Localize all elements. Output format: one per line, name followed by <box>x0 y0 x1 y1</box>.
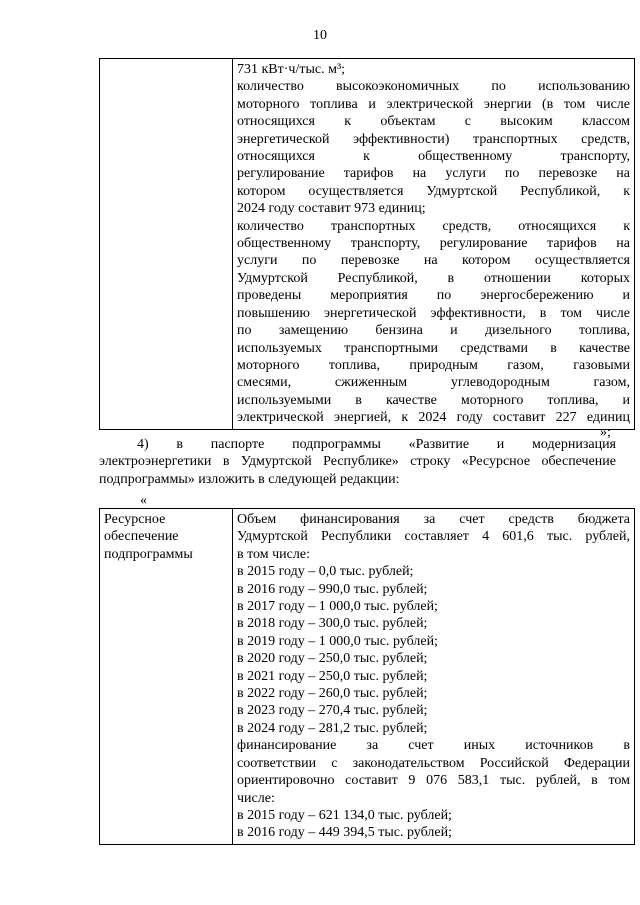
paragraph-line: подпрограммы» изложить в следующей редакции: <box>99 471 400 487</box>
indicator-line: электрической энергией, к 2024 году составит 227 единиц <box>237 410 630 426</box>
indicator-line: повышению энергетической эффективности, в том числе <box>237 305 630 321</box>
row-heading-line: обеспечение <box>104 529 179 545</box>
indicator-line: по замещению бензина и дизельного топлива, <box>237 323 630 339</box>
table-cell-left-empty <box>100 59 233 430</box>
indicator-line: относящихся к общественному транспорту, <box>237 149 630 165</box>
funding-line: в 2017 году – 1 000,0 тыс. рублей; <box>237 599 438 615</box>
paragraph-line: 4) в паспорте подпрограммы «Развитие и модернизация <box>137 437 616 452</box>
indicator-line: энергетической эффективности) транспортных средств, <box>237 131 630 147</box>
opening-quote: « <box>140 493 147 508</box>
table-cell-heading <box>100 509 233 845</box>
indicator-line: 2024 году составит 973 единиц; <box>237 201 426 217</box>
indicator-line: моторного топлива, природным газом, газовыми <box>237 357 630 373</box>
funding-line: в том числе: <box>237 546 310 562</box>
table-row <box>100 59 635 430</box>
funding-line: в 2023 году – 270,4 тыс. рублей; <box>237 703 428 719</box>
funding-line: в 2019 году – 1 000,0 тыс. рублей; <box>237 633 438 649</box>
indicator-line: количество высокоэкономичных по использованию <box>237 79 630 95</box>
continued-indicators-table <box>99 58 635 430</box>
indicator-line: используемых транспортными средствами в качестве <box>237 340 630 356</box>
funding-line: в 2021 году – 250,0 тыс. рублей; <box>237 668 428 684</box>
funding-line: в 2015 году – 0,0 тыс. рублей; <box>237 564 414 580</box>
resource-provision-table <box>99 508 635 845</box>
indicator-line: количество транспортных средств, относящихся к <box>237 218 630 234</box>
funding-line: в 2015 году – 621 134,0 тыс. рублей; <box>237 807 452 823</box>
indicator-line: котором осуществляется Удмуртской Республикой, к <box>237 183 630 199</box>
row-heading-line: подпрограммы <box>104 546 193 562</box>
funding-line: в 2024 году – 281,2 тыс. рублей; <box>237 720 428 736</box>
indicator-line: общественному транспорту, регулирование тарифов на <box>237 236 630 252</box>
funding-line: Объем финансирования за счет средств бюджета <box>237 512 630 527</box>
funding-line: в 2020 году – 250,0 тыс. рублей; <box>237 651 428 667</box>
closing-quote: »; <box>600 425 611 440</box>
indicator-line: моторного топлива и электрической энергии (в том числе <box>237 96 630 112</box>
funding-line: Удмуртской Республики составляет 4 601,6 тыс. рублей, <box>237 529 630 545</box>
indicator-line: услуги по перевозке на котором осуществляется <box>237 253 630 269</box>
row-heading-line: Ресурсное <box>104 512 166 527</box>
funding-line: соответствии с законодательством Российской Федерации <box>237 755 630 771</box>
page-number: 10 <box>313 28 327 43</box>
funding-line: в 2022 году – 260,0 тыс. рублей; <box>237 686 428 702</box>
table-cell-indicators <box>233 59 635 430</box>
indicator-line: 731 кВт·ч/тыс. м³; <box>237 62 346 77</box>
funding-line: в 2016 году – 449 394,5 тыс. рублей; <box>237 825 452 841</box>
indicator-line: относящихся к объектам с высоким классом <box>237 114 630 130</box>
indicator-line: смесями, сжиженным углеводородным газом, <box>237 375 630 391</box>
funding-line: в 2018 году – 300,0 тыс. рублей; <box>237 616 428 632</box>
indicator-line: проведены мероприятия по энергосбережению и <box>237 288 630 304</box>
indicator-line: регулирование тарифов на услуги по перевозке на <box>237 166 630 182</box>
funding-line: в 2016 году – 990,0 тыс. рублей; <box>237 581 428 597</box>
indicator-line: используемыми в качестве моторного топлива, и <box>237 392 630 408</box>
indicator-line: Удмуртской Республикой, в отношении которых <box>237 270 630 286</box>
funding-line: числе: <box>237 790 275 806</box>
funding-line: ориентировочно составит 9 076 583,1 тыс. рублей, в том <box>237 773 630 789</box>
table-cell-funding <box>233 509 635 845</box>
paragraph-line: электроэнергетики в Удмуртской Республике» строку «Ресурсное обеспечение <box>99 454 616 470</box>
funding-line: финансирование за счет иных источников в <box>237 738 630 754</box>
amendment-paragraph <box>99 436 616 488</box>
table-row <box>100 509 635 845</box>
